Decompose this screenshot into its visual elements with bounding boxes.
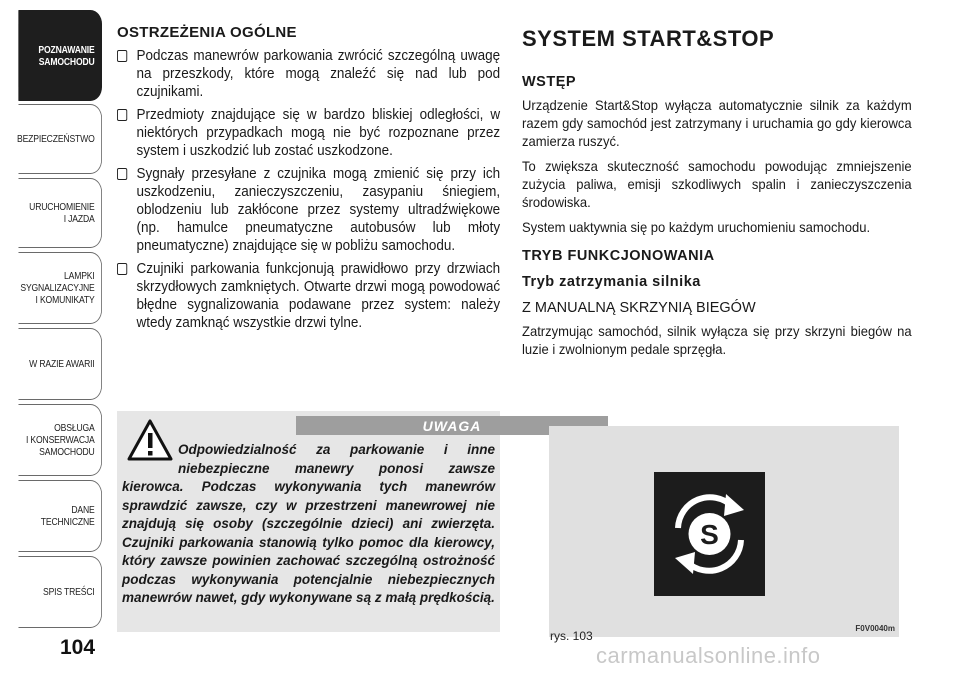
start-stop-icon (654, 472, 765, 596)
list-item: Przedmioty znajdujące się w bardzo bliskiej odległości, w niektórych przypadkach mogą nie być rozpoznane przez system i uszkodzić lub zostać uszkodzone. (117, 106, 500, 160)
gearbox-paragraph: Zatrzymując samochód, silnik wyłącza się przy skrzyni biegów na luzie i zwolnionym pedale sprzęgła. (522, 323, 912, 357)
watermark: carmanualsonline.info (596, 643, 821, 668)
tab-uruchomienie-i-jazda[interactable]: URUCHOMIENIE I JAZDA (18, 178, 102, 248)
start-stop-indicator (654, 472, 765, 596)
section-title: SYSTEM START&STOP (522, 26, 775, 51)
list-item: Sygnały przesyłane z czujnika mogą zmienić się przy ich uszkodzeniu, zanieczyszczeniu, zasypaniu śniegiem, oblodzeniu lub zakłócone przez systemy ultradźwiękowe (np. hamulce pneumatyczne autobusów lub młoty pneumatyczne) znajdujące się w pobliżu samochodu. (117, 165, 500, 255)
list-item: Czujniki parkowania funkcjonują prawidłowo przy drzwiach skrzydłowych zamkniętych. Otwarte drzwi mogą powodować błędne sygnalizowania podawane przez system: należy wtedy zamknąć wszystkie drzwi tylne. (117, 260, 500, 332)
general-warnings-section (117, 24, 500, 337)
warning-title: UWAGA (296, 416, 608, 435)
start-stop-section (522, 24, 912, 365)
intro-heading: WSTĘP (522, 74, 577, 90)
figure-103 (549, 426, 899, 637)
checkbox-bullet-icon (117, 109, 127, 121)
checkbox-bullet-icon (117, 50, 127, 62)
figure-caption: rys. 103 (550, 629, 593, 643)
warning-text: Odpowiedzialność za parkowanie i inne niebezpieczne manewry ponosi zawsze kierowca. Podczas wykonywania tych manewrów sprawdzić zawsze, czy w przestrzeni manewrowej nie znajdują się osoby (szczególnie dzieci) ani zwierzęta. Czujniki parkowania stanowią tylko pomoc dla kierowcy, który zawsze powinien zachować szczególną ostrożność podczas wykonywania potencjalnie niebezpiecznych manewrów nawet, gdy wykonywane są z małą prędkością. (122, 442, 495, 605)
icon-letter: S (700, 519, 719, 550)
mode-subheading: Tryb zatrzymania silnika (522, 274, 701, 290)
checkbox-bullet-icon (117, 168, 127, 180)
tab-obsluga-i-konserwacja[interactable]: OBSŁUGA I KONSERWACJA SAMOCHODU (18, 404, 102, 476)
intro-paragraph-2: To zwiększa skuteczność samochodu powodując zmniejszenie zużycia paliwa, emisji szkodliwych spalin i zanieczyszczenia środowiska. (522, 158, 912, 210)
tab-spis-tresci[interactable]: SPIS TREŚCI (18, 556, 102, 628)
list-item: Podczas manewrów parkowania zwrócić szczególną uwagę na przeszkody, które mogą znaleźć się nad lub pod czujnikami. (117, 47, 500, 101)
warning-box (117, 411, 500, 632)
section-tabs (0, 0, 103, 640)
page-number: 104 (60, 636, 96, 659)
general-warnings-heading: OSTRZEŻENIA OGÓLNE (117, 24, 297, 41)
figure-code: F0V0040m (855, 624, 895, 633)
checkbox-bullet-icon (117, 263, 127, 275)
tab-poznawanie-samochodu[interactable]: POZNAWANIE SAMOCHODU (18, 10, 102, 101)
gearbox-heading: Z MANUALNĄ SKRZYNIĄ BIEGÓW (522, 300, 756, 316)
mode-heading: TRYB FUNKCJONOWANIA (522, 248, 715, 264)
intro-paragraph-3: System uaktywnia się po każdym uruchomieniu samochodu. (522, 219, 871, 235)
tab-bezpieczenstwo[interactable]: BEZPIECZEŃSTWO (18, 104, 102, 174)
tab-lampki-sygnalizacyjne[interactable]: LAMPKI SYGNALIZACYJNE I KOMUNIKATY (18, 252, 102, 324)
tab-w-razie-awarii[interactable]: W RAZIE AWARII (18, 328, 102, 400)
tab-dane-techniczne[interactable]: DANE TECHNICZNE (18, 480, 102, 552)
intro-paragraph-1: Urządzenie Start&Stop wyłącza automatycznie silnik za każdym razem gdy samochód jest zatrzymany i uruchamia go gdy kierowca zamierza ruszyć. (522, 97, 912, 149)
